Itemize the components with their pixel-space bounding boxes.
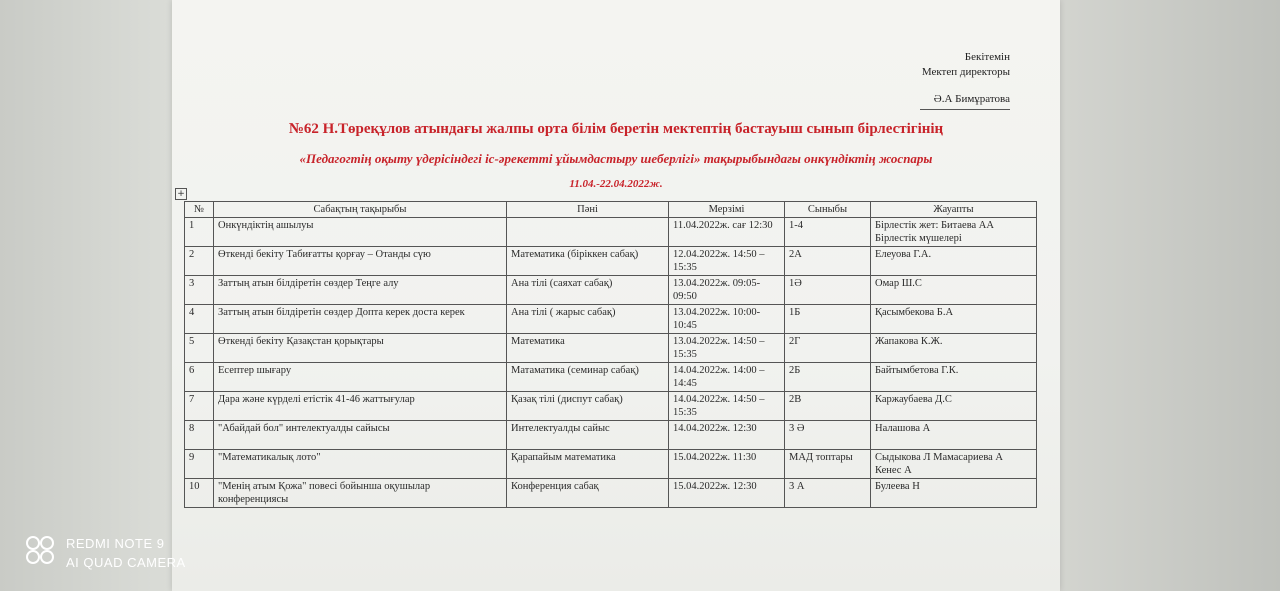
cell-responsible: Булеева Н (871, 479, 1037, 508)
cell-class: 2Г (785, 334, 871, 363)
table-row (185, 276, 1037, 305)
cell-date: 13.04.2022ж. 09:05-09:50 (669, 276, 785, 305)
cell-subject: Ана тілі ( жарыс сабақ) (507, 305, 669, 334)
cell-topic: Өткенді бекіту Қазақстан қорықтары (214, 334, 507, 363)
cell-class: 1-4 (785, 218, 871, 247)
watermark-model: REDMI NOTE 9 (66, 536, 165, 551)
cell-subject: Қарапайым математика (507, 450, 669, 479)
cell-number: 8 (185, 421, 214, 450)
cell-topic: Өткенді бекіту Табиғатты қорғау – Отанды сүю (214, 247, 507, 276)
header-date: Мерзімі (669, 202, 785, 218)
cell-number: 10 (185, 479, 214, 508)
cell-responsible: Елеуова Г.А. (871, 247, 1037, 276)
table-row (185, 305, 1037, 334)
cell-class: МАД топтары (785, 450, 871, 479)
cell-responsible: Сыдыкова Л Мамасариева А Кенес А (871, 450, 1037, 479)
table-row (185, 450, 1037, 479)
cell-subject: Қазақ тілі (диспут сабақ) (507, 392, 669, 421)
approval-signature: Ә.А Бимұратова (933, 93, 1010, 105)
cell-subject: Математика (біріккен сабақ) (507, 247, 669, 276)
cell-number: 1 (185, 218, 214, 247)
cell-responsible: Қасымбекова Б.А (871, 305, 1037, 334)
cell-topic: Онкүндіктің ашылуы (214, 218, 507, 247)
cell-number: 2 (185, 247, 214, 276)
document-subheading: «Педагогтің оқыту үдерісіндегі іс-әрекетті ұйымдастыру шеберлігі» тақырыбындағы онкүндіктің жоспары (299, 151, 933, 166)
table-row (185, 247, 1037, 276)
cell-date: 14.04.2022ж. 12:30 (669, 421, 785, 450)
signature-line (920, 109, 1010, 110)
cell-class: 2В (785, 392, 871, 421)
cell-subject: Интелектуалды сайыс (507, 421, 669, 450)
approval-block (920, 50, 1010, 110)
cell-topic: Есептер шығару (214, 363, 507, 392)
header-number: № (185, 202, 214, 218)
table-move-handle-icon[interactable]: + (175, 188, 187, 200)
cell-subject: Математика (507, 334, 669, 363)
cell-subject: Ана тілі (саяхат сабақ) (507, 276, 669, 305)
cell-number: 5 (185, 334, 214, 363)
approval-title: Бекітемін (964, 51, 1010, 63)
cell-date: 14.04.2022ж. 14:00 – 14:45 (669, 363, 785, 392)
approval-position: Мектеп директоры (921, 66, 1010, 78)
cell-number: 7 (185, 392, 214, 421)
cell-class: 3 Ә (785, 421, 871, 450)
document-page (172, 0, 1060, 591)
table-header-row (185, 202, 1037, 218)
cell-date: 14.04.2022ж. 14:50 – 15:35 (669, 392, 785, 421)
cell-number: 3 (185, 276, 214, 305)
cell-date: 15.04.2022ж. 12:30 (669, 479, 785, 508)
camera-lens-icon (26, 536, 54, 564)
cell-topic: "Абайдай бол" интелектуалды сайысы (214, 421, 507, 450)
header-topic: Сабақтың тақырыбы (214, 202, 507, 218)
cell-subject: Матаматика (семинар сабақ) (507, 363, 669, 392)
cell-class: 2Б (785, 363, 871, 392)
document-heading: №62 Н.Төреқұлов атындағы жалпы орта білім беретін мектептің бастауыш сынып бірлестігінің (288, 121, 944, 137)
cell-date: 13.04.2022ж. 10:00-10:45 (669, 305, 785, 334)
header-responsible: Жауапты (871, 202, 1037, 218)
cell-date: 12.04.2022ж. 14:50 – 15:35 (669, 247, 785, 276)
cell-number: 6 (185, 363, 214, 392)
cell-topic: "Математикалық лото" (214, 450, 507, 479)
cell-topic: "Менің атым Қожа" повесі бойынша оқушылар конференциясы (214, 479, 507, 508)
cell-responsible: Бірлестік жет: Битаева АА Бірлестік мүшелері (871, 218, 1037, 247)
cell-responsible: Каржаубаева Д.С (871, 392, 1037, 421)
cell-responsible: Налашова А (871, 421, 1037, 450)
cell-date: 15.04.2022ж. 11:30 (669, 450, 785, 479)
cell-number: 9 (185, 450, 214, 479)
header-class: Сыныбы (785, 202, 871, 218)
watermark-camera: AI QUAD CAMERA (66, 555, 186, 570)
cell-topic: Заттың атын білдіретін сөздер Допта керек доста керек (214, 305, 507, 334)
cell-class: 1Ә (785, 276, 871, 305)
document-dates: 11.04.-22.04.2022ж. (569, 178, 663, 190)
cell-date: 11.04.2022ж. сағ 12:30 (669, 218, 785, 247)
cell-subject: Конференция сабақ (507, 479, 669, 508)
cell-responsible: Байтымбетова Г.К. (871, 363, 1037, 392)
table-row (185, 218, 1037, 247)
cell-class: 2А (785, 247, 871, 276)
table-row (185, 363, 1037, 392)
table-row (185, 392, 1037, 421)
header-subject: Пәні (507, 202, 669, 218)
cell-subject (507, 218, 669, 247)
cell-responsible: Жапакова К.Ж. (871, 334, 1037, 363)
cell-number: 4 (185, 305, 214, 334)
table-row (185, 479, 1037, 508)
cell-responsible: Омар Ш.С (871, 276, 1037, 305)
cell-class: 3 А (785, 479, 871, 508)
table-row (185, 334, 1037, 363)
plan-table (184, 201, 1037, 508)
cell-date: 13.04.2022ж. 14:50 – 15:35 (669, 334, 785, 363)
cell-topic: Дара және күрделі етістік 41-46 жаттығулар (214, 392, 507, 421)
cell-class: 1Б (785, 305, 871, 334)
table-row (185, 421, 1037, 450)
cell-topic: Заттың атын білдіретін сөздер Теңге алу (214, 276, 507, 305)
